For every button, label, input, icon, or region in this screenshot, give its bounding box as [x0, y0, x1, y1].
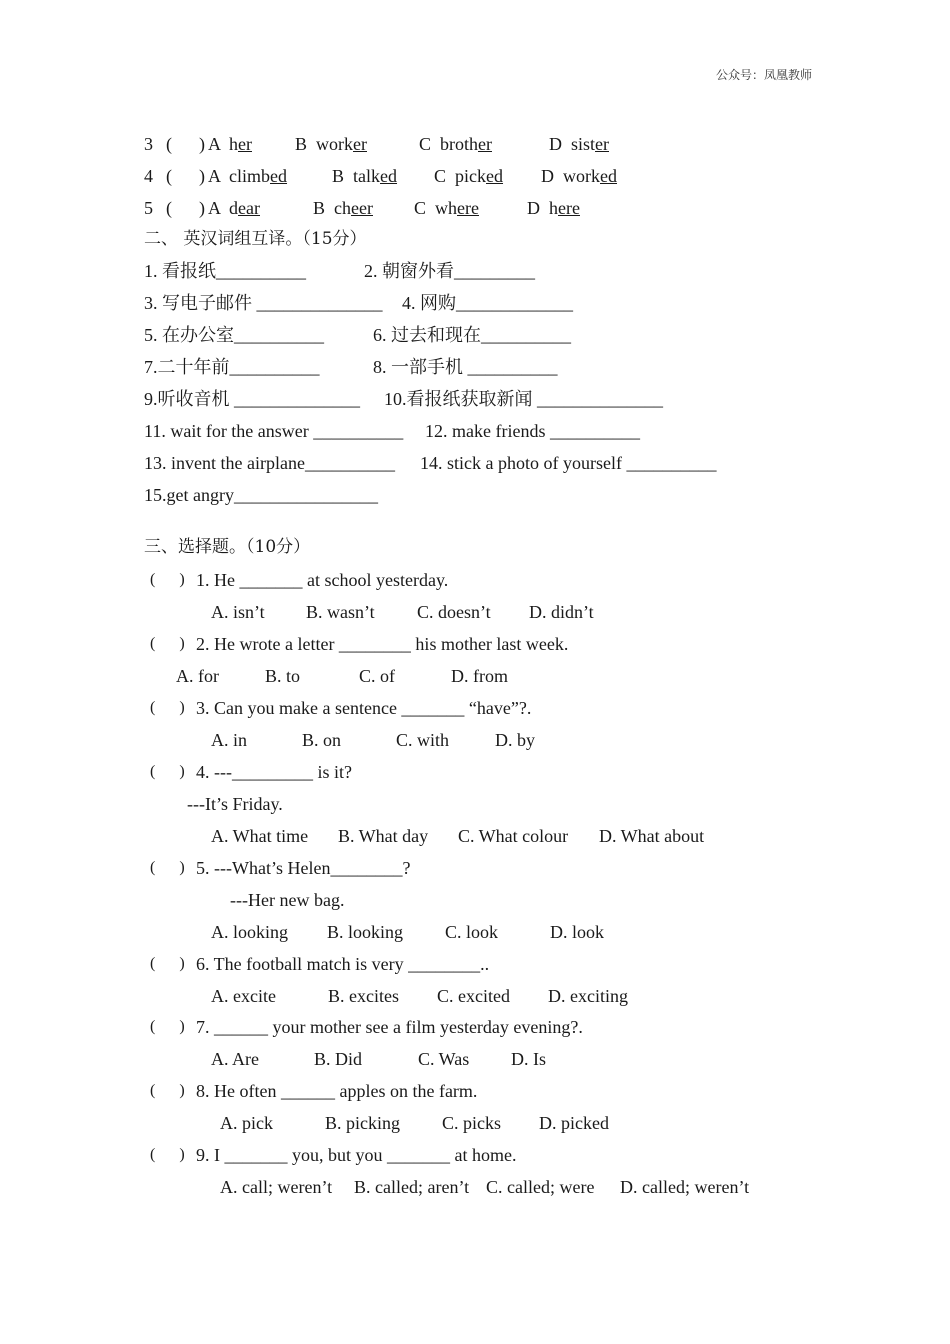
question-option: A. excite — [211, 986, 276, 1006]
question-option: C. excited — [437, 986, 510, 1006]
translation-item: 15.get angry________________ — [144, 485, 378, 505]
question-option: B. to — [265, 666, 301, 686]
answer-paren: ( ) — [150, 699, 185, 716]
question-option: C. with — [396, 730, 450, 750]
question-option: D. Is — [511, 1049, 546, 1069]
question-sub: ---It’s Friday. — [187, 794, 283, 814]
question-option: C. called; were — [486, 1177, 595, 1197]
question-option: C. look — [445, 922, 499, 942]
translation-item: 5. 在办公室__________ — [144, 325, 324, 345]
answer-paren: ( ) — [150, 571, 185, 588]
question-stem: 4. ---_________ is it? — [196, 762, 352, 782]
phonics-option: D worked — [541, 166, 617, 186]
question-option: A. for — [176, 666, 219, 686]
question-stem: 2. He wrote a letter ________ his mother last week. — [196, 634, 569, 654]
question-option: A. isn’t — [211, 602, 265, 622]
question-option: B. What day — [338, 826, 429, 846]
answer-paren: ( ) — [166, 134, 205, 154]
question-option: D. by — [495, 730, 535, 750]
translation-item: 3. 写电子邮件 ______________ — [144, 293, 383, 313]
question-stem: 1. He _______ at school yesterday. — [196, 570, 449, 590]
translation-item: 4. 网购_____________ — [402, 293, 573, 313]
question-option: B. Did — [314, 1049, 363, 1069]
translation-item: 2. 朝窗外看_________ — [364, 261, 535, 281]
question-option: D. from — [451, 666, 508, 686]
question-stem: 6. The football match is very ________.. — [196, 954, 490, 974]
question-option: C. doesn’t — [417, 602, 491, 622]
question-stem: 5. ---What’s Helen________? — [196, 858, 411, 878]
source-label: 公众号：凤凰教师 — [715, 68, 812, 82]
answer-paren: ( ) — [150, 763, 185, 780]
translation-item: 12. make friends __________ — [425, 421, 640, 441]
translation-item: 14. stick a photo of yourself __________ — [420, 453, 717, 473]
answer-paren: ( ) — [150, 955, 185, 972]
question-option: C. picks — [442, 1113, 502, 1133]
translation-item: 10.看报纸获取新闻 ______________ — [384, 389, 663, 409]
phonics-option: C brother — [419, 134, 492, 154]
question-stem: 9. I _______ you, but you _______ at home. — [196, 1145, 517, 1165]
question-option: C. of — [359, 666, 395, 686]
question-option: B. excites — [328, 986, 399, 1006]
question-option: C. Was — [418, 1049, 470, 1069]
answer-paren: ( ) — [150, 635, 185, 652]
question-option: A. What time — [211, 826, 309, 846]
question-option: D. picked — [539, 1113, 609, 1133]
phonics-num: 3 — [144, 134, 153, 154]
question-option: A. looking — [211, 922, 289, 942]
phonics-option: D sister — [549, 134, 609, 154]
phonics-option: A her — [208, 134, 252, 154]
answer-paren: ( ) — [150, 1018, 185, 1035]
translation-item: 11. wait for the answer __________ — [144, 421, 404, 441]
translation-item: 6. 过去和现在__________ — [373, 325, 571, 345]
question-option: B. looking — [327, 922, 404, 942]
section-title: 三、选择题。（10分） — [144, 537, 311, 557]
question-option: D. What about — [599, 826, 705, 846]
question-option: D. exciting — [548, 986, 628, 1006]
question-option: B. wasn’t — [306, 602, 375, 622]
phonics-option: A climbed — [208, 166, 288, 186]
question-sub: ---Her new bag. — [230, 890, 345, 910]
question-stem: 7. ______ your mother see a film yesterday evening?. — [196, 1017, 583, 1037]
phonics-option: D here — [527, 198, 580, 218]
phonics-num: 4 — [144, 166, 153, 186]
answer-paren: ( ) — [150, 859, 185, 876]
question-stem: 8. He often ______ apples on the farm. — [196, 1081, 478, 1101]
phonics-option: B worker — [295, 134, 367, 154]
phonics-option: B talked — [332, 166, 398, 186]
question-option: A. Are — [211, 1049, 259, 1069]
translation-item: 7.二十年前__________ — [144, 357, 320, 377]
question-option: C. What colour — [458, 826, 569, 846]
question-option: A. call; weren’t — [220, 1177, 333, 1197]
question-option: A. in — [211, 730, 247, 750]
question-option: B. on — [302, 730, 342, 750]
question-option: B. called; aren’t — [354, 1177, 470, 1197]
question-option: D. called; weren’t — [620, 1177, 750, 1197]
answer-paren: ( ) — [166, 166, 205, 186]
question-stem: 3. Can you make a sentence _______ “have”?. — [196, 698, 532, 718]
translation-item: 1. 看报纸__________ — [144, 261, 306, 281]
phonics-num: 5 — [144, 198, 153, 218]
translation-item: 13. invent the airplane__________ — [144, 453, 395, 473]
question-option: B. picking — [325, 1113, 400, 1133]
phonics-option: A dear — [208, 198, 260, 218]
phonics-option: B cheer — [313, 198, 373, 218]
section-title: 二、 英汉词组互译。（15分） — [144, 229, 367, 249]
question-option: D. didn’t — [529, 602, 594, 622]
phonics-option: C where — [414, 198, 479, 218]
question-option: D. look — [550, 922, 604, 942]
answer-paren: ( ) — [166, 198, 205, 218]
translation-item: 9.听收音机 ______________ — [144, 389, 360, 409]
answer-paren: ( ) — [150, 1082, 185, 1099]
question-option: A. pick — [220, 1113, 273, 1133]
answer-paren: ( ) — [150, 1146, 185, 1163]
translation-item: 8. 一部手机 __________ — [373, 357, 558, 377]
phonics-option: C picked — [434, 166, 504, 186]
